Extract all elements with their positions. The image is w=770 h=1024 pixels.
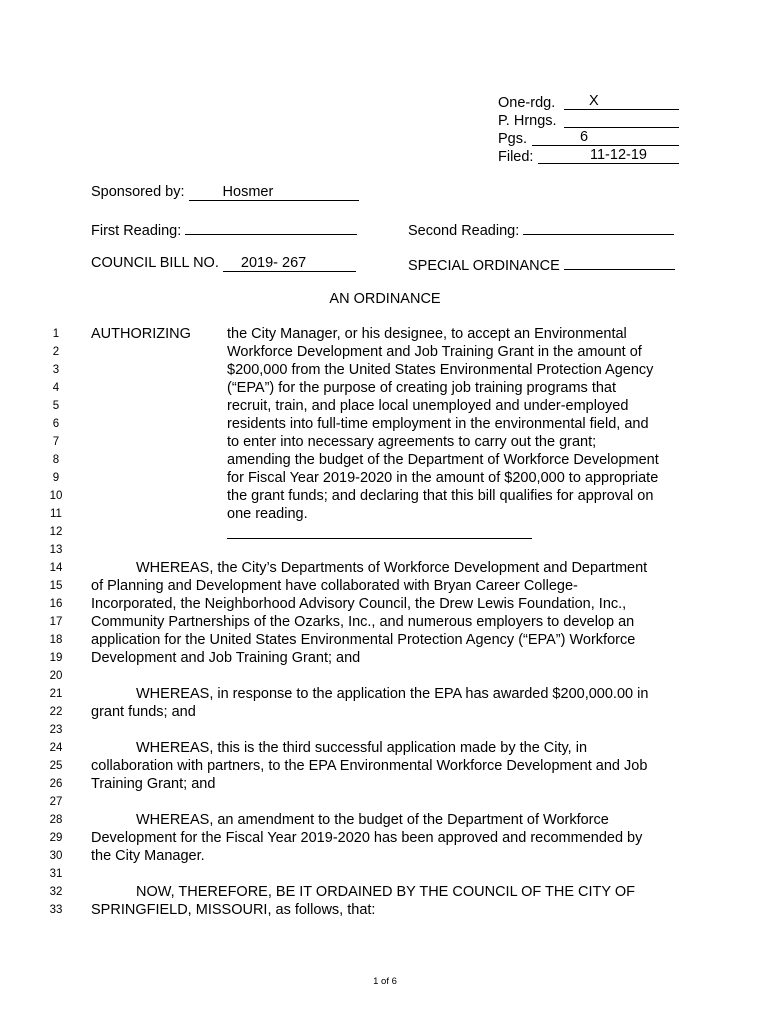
one-rdg-label: One-rdg. bbox=[498, 95, 556, 111]
one-rdg-value: X bbox=[564, 94, 679, 110]
line-number: 26 bbox=[49, 778, 63, 790]
second-reading-label: Second Reading: bbox=[408, 223, 520, 239]
special-ordinance bbox=[408, 254, 675, 275]
filed-row bbox=[498, 147, 647, 166]
line-number: 6 bbox=[52, 418, 60, 430]
line-number: 8 bbox=[52, 454, 60, 466]
line-number: 30 bbox=[49, 850, 63, 862]
filed-value: 11-12-19 bbox=[538, 148, 679, 164]
line-number: 4 bbox=[52, 382, 60, 394]
p-hrngs-label: P. Hrngs. bbox=[498, 113, 557, 129]
authorizing-line: the grant funds; and declaring that this bill qualifies for approval on bbox=[227, 488, 654, 504]
line-number: 5 bbox=[52, 400, 60, 412]
filed-label: Filed: bbox=[498, 149, 534, 165]
authorizing-line: residents into full-time employment in the environmental field, and bbox=[227, 416, 649, 432]
line-number: 2 bbox=[52, 346, 60, 358]
line-number: 18 bbox=[49, 634, 63, 646]
body-line: grant funds; and bbox=[91, 704, 196, 720]
pgs-value: 6 bbox=[532, 130, 679, 146]
line-number: 14 bbox=[49, 562, 63, 574]
filing-box bbox=[498, 93, 647, 166]
body-line: Training Grant; and bbox=[91, 776, 216, 792]
line-number: 23 bbox=[49, 724, 63, 736]
line-number: 17 bbox=[49, 616, 63, 628]
council-bill-value: 2019- 267 bbox=[223, 256, 356, 272]
body-line: the City Manager. bbox=[91, 848, 205, 864]
line-number: 13 bbox=[49, 544, 63, 556]
council-bill-label: COUNCIL BILL NO. bbox=[91, 255, 219, 271]
sponsored-value: Hosmer bbox=[189, 185, 359, 201]
one-rdg-row bbox=[498, 93, 599, 112]
body-line: Development for the Fiscal Year 2019-2020 has been approved and recommended by bbox=[91, 830, 643, 846]
authorizing-line: recruit, train, and place local unemployed and under-employed bbox=[227, 398, 629, 414]
line-number: 12 bbox=[49, 526, 63, 538]
council-bill bbox=[91, 254, 356, 272]
special-ordinance-label: SPECIAL ORDINANCE bbox=[408, 258, 560, 274]
authorizing-line: one reading. bbox=[227, 506, 308, 522]
special-ordinance-blank bbox=[564, 254, 675, 270]
authorizing-line: $200,000 from the United States Environmental Protection Agency bbox=[227, 362, 654, 378]
line-number: 31 bbox=[49, 868, 63, 880]
authorizing-label: AUTHORIZING bbox=[91, 326, 191, 342]
line-number: 20 bbox=[49, 670, 63, 682]
body-line: of Planning and Development have collaborated with Bryan Career College- bbox=[91, 578, 578, 594]
line-number: 1 bbox=[52, 328, 60, 340]
body-line: WHEREAS, an amendment to the budget of the Department of Workforce bbox=[136, 812, 609, 828]
line-number: 27 bbox=[49, 796, 63, 808]
authorizing-line: the City Manager, or his designee, to accept an Environmental bbox=[227, 326, 627, 342]
separator-rule bbox=[227, 538, 532, 539]
line-number: 25 bbox=[49, 760, 63, 772]
line-number: 10 bbox=[49, 490, 63, 502]
first-reading bbox=[91, 219, 357, 240]
line-number: 11 bbox=[50, 508, 62, 520]
line-number: 15 bbox=[49, 580, 63, 592]
line-number: 21 bbox=[49, 688, 63, 700]
body-line: WHEREAS, the City’s Departments of Workforce Development and Department bbox=[136, 560, 648, 576]
sponsored-label: Sponsored by: bbox=[91, 184, 185, 200]
body-line: SPRINGFIELD, MISSOURI, as follows, that: bbox=[91, 902, 376, 918]
pgs-label: Pgs. bbox=[498, 131, 528, 147]
second-reading-blank bbox=[523, 219, 674, 235]
p-hrngs-row bbox=[498, 112, 557, 130]
line-number: 7 bbox=[52, 436, 60, 448]
line-number: 32 bbox=[49, 886, 63, 898]
pgs-row bbox=[498, 129, 589, 148]
first-reading-blank bbox=[185, 219, 357, 235]
body-line: application for the United States Environmental Protection Agency (“EPA”) Workforce bbox=[91, 632, 636, 648]
authorizing-line: to enter into necessary agreements to carry out the grant; bbox=[227, 434, 597, 450]
line-number: 33 bbox=[49, 904, 63, 916]
first-reading-label: First Reading: bbox=[91, 223, 182, 239]
body-line: Development and Job Training Grant; and bbox=[91, 650, 361, 666]
line-number: 16 bbox=[49, 598, 63, 610]
p-hrngs-value bbox=[564, 112, 679, 128]
page-number: 1 of 6 bbox=[373, 976, 397, 987]
authorizing-line: (“EPA”) for the purpose of creating job training programs that bbox=[227, 380, 617, 396]
body-line: Incorporated, the Neighborhood Advisory Council, the Drew Lewis Foundation, Inc., bbox=[91, 596, 627, 612]
line-number: 22 bbox=[49, 706, 63, 718]
line-number: 29 bbox=[49, 832, 63, 844]
line-number: 3 bbox=[52, 364, 60, 376]
body-line: Community Partnerships of the Ozarks, Inc., and numerous employers to develop an bbox=[91, 614, 635, 630]
authorizing-line: amending the budget of the Department of Workforce Development bbox=[227, 452, 659, 468]
second-reading bbox=[408, 219, 674, 240]
line-number: 19 bbox=[49, 652, 63, 664]
authorizing-line: Workforce Development and Job Training Grant in the amount of bbox=[227, 344, 642, 360]
authorizing-line: for Fiscal Year 2019-2020 in the amount of $200,000 to appropriate bbox=[227, 470, 659, 486]
line-number: 28 bbox=[49, 814, 63, 826]
line-number: 9 bbox=[52, 472, 60, 484]
body-line: WHEREAS, this is the third successful application made by the City, in bbox=[136, 740, 588, 756]
page-title: AN ORDINANCE bbox=[329, 291, 441, 307]
body-line: WHEREAS, in response to the application the EPA has awarded $200,000.00 in bbox=[136, 686, 649, 702]
body-line: collaboration with partners, to the EPA Environmental Workforce Development and Job bbox=[91, 758, 648, 774]
line-number: 24 bbox=[49, 742, 63, 754]
sponsored-by bbox=[91, 183, 359, 201]
body-line: NOW, THEREFORE, BE IT ORDAINED BY THE COUNCIL OF THE CITY OF bbox=[136, 884, 635, 900]
